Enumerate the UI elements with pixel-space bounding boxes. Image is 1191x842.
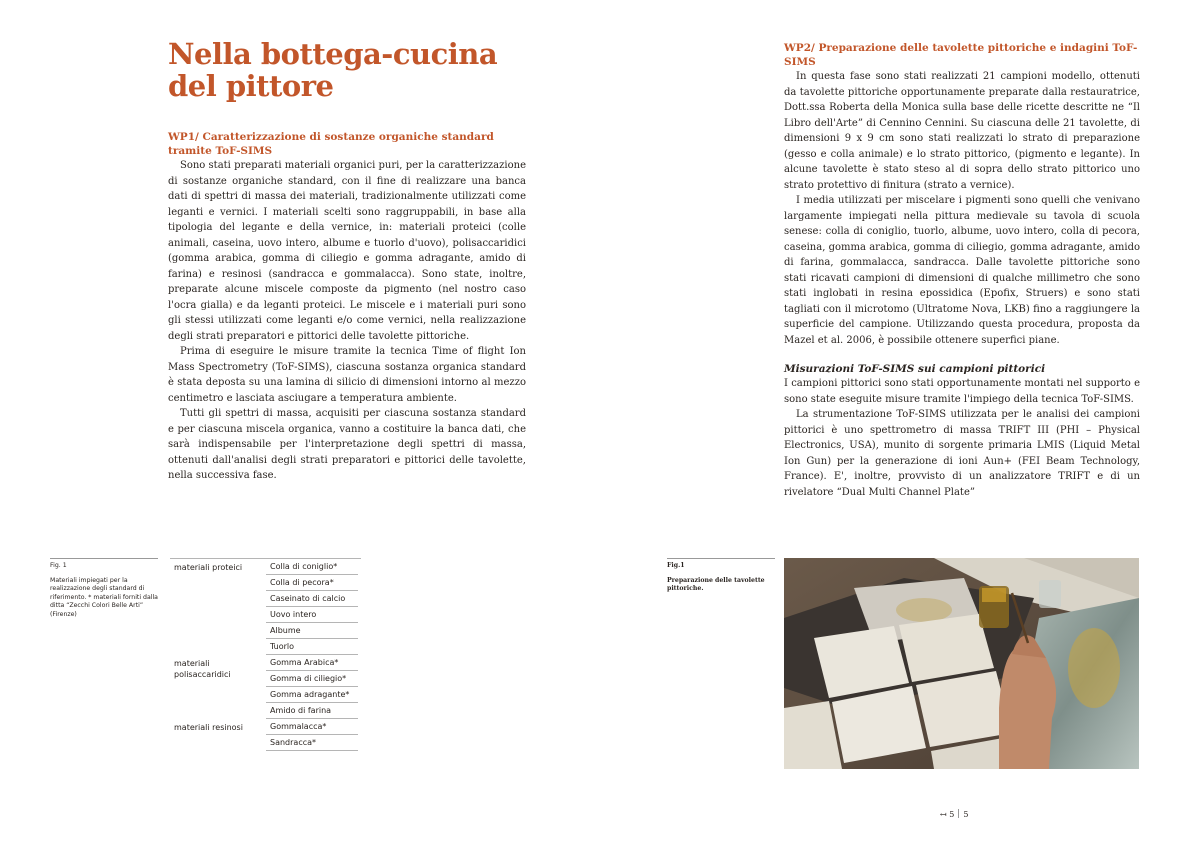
category-cell: materiali resinosi xyxy=(174,722,243,732)
item-cell: Tuorlo xyxy=(266,639,358,655)
page-number-right: 5 xyxy=(963,810,969,819)
page-number xyxy=(940,809,968,819)
page-number-left: ↤ 5 xyxy=(940,810,955,819)
wp2-paragraph-2: I media utilizzati per miscelare i pigmenti sono quelli che venivano largamente impiegati nella pittura medievale su tavola di scuola senese: colla di coniglio, tuorlo, albume, uovo intero, colla di pecora, caseina, gomma arabica, gomma di ciliegio, gomma adragante, amido di farina, gommalacca, sandracca. Dalle tavolette pittoriche sono stati ricavati campioni di dimensioni di qualche millimetro che sono stati inglobati in resina epossidica (Epofix, Struers) e sono stati tagliati con il microtomo (Ultratome Nova, LKB) fino a raggiungere la superficie del campione. Utilizzando questa procedura, proposta da Mazel et al. 2006, è possibile ottenere superfici piane. xyxy=(784,195,1140,346)
table-row xyxy=(170,559,358,575)
category-cell: materiali polisaccaridici xyxy=(174,658,231,679)
figure-1-number: Fig. 1 xyxy=(50,562,67,569)
wp1-heading-line-1: WP1/ Caratterizzazione di sostanze organiche standard xyxy=(168,131,494,143)
figure-1-description: Materiali impiegati per la realizzazione degli standard di riferimento. * materiali forniti dalla ditta “Zecchi Colori Belle Arti” (Firenze) xyxy=(50,576,158,618)
wp1-heading-line-2: tramite ToF-SIMS xyxy=(168,145,273,157)
item-cell: Colla di coniglio* xyxy=(266,559,358,575)
item-cell: Uovo intero xyxy=(266,607,358,623)
wp1-paragraph-3: Tutti gli spettri di massa, acquisiti per ciascuna sostanza standard e per ciascuna miscela organica, vanno a costituire la banca dati, che sarà indispensabile per l'interpretazione degli spettri di massa, ottenuti dall'analisi degli strati preparatori e pittorici delle tavolette, nella successiva fase. xyxy=(168,408,526,481)
wp1-paragraph-2: Prima di eseguire le misure tramite la tecnica Time of flight Ion Mass Spectrometry (ToF-SIMS), ciascuna sostanza organica standard è stata deposta su una lamina di silicio di dimensioni intorno al mezzo centimetro e lasciata asciugare a temperatura ambiente. xyxy=(168,346,526,404)
figure-2-description: Preparazione delle tavolette pittoriche. xyxy=(667,576,765,593)
page-number-separator xyxy=(958,809,959,818)
title-line-1: Nella bottega-cucina xyxy=(168,37,498,71)
right-column xyxy=(784,41,1140,500)
page-title xyxy=(168,38,508,102)
item-cell: Caseinato di calcio xyxy=(266,591,358,607)
item-cell: Amido di farina xyxy=(266,703,358,719)
item-cell: Gomma di ciliegio* xyxy=(266,671,358,687)
figure-1-caption xyxy=(50,558,158,620)
item-cell: Gomma Arabica* xyxy=(266,655,358,671)
left-column xyxy=(168,130,526,484)
materials-table xyxy=(170,558,361,751)
wp2-paragraph-4: La strumentazione ToF-SIMS utilizzata per le analisi dei campioni pittorici è uno spettrometro di massa TRIFT III (PHI – Physical Electronics, USA), munito di sorgente primaria LMIS (Liquid Metal Ion Gun) per la generazione di ioni Aun+ (FEI Beam Technology, France). E', inoltre, provvisto di un analizzatore TRIFT e di un rivelatore “Dual Multi Channel Plate” xyxy=(784,409,1140,498)
tof-sims-subheading: Misurazioni ToF-SIMS sui campioni pittorici xyxy=(784,363,1046,375)
item-cell: Colla di pecora* xyxy=(266,575,358,591)
wp2-heading: WP2/ Preparazione delle tavolette pittoriche e indagini ToF-SIMS xyxy=(784,42,1138,68)
item-cell: Gommalacca* xyxy=(266,719,358,735)
wp1-heading xyxy=(168,130,526,158)
wp2-paragraph-1: In questa fase sono stati realizzati 21 campioni modello, ottenuti da tavolette pittoriche opportunamente preparate dalla restauratrice, Dott.ssa Roberta della Monica sulla base delle ricette descritte ne “Il Libro dell'Arte” di Cennino Cennini. Su ciascuna delle 21 tavolette, di dimensioni 9 x 9 cm sono stati realizzati lo strato di preparazione (gesso e colla animale) e lo strato pittorico, (pigmento e legante). In alcune tavolette è stato steso al di sopra dello strato pittorico uno strato protettivo di finitura (strato a vernice). xyxy=(784,71,1140,191)
item-cell: Gomma adragante* xyxy=(266,687,358,703)
title-line-2: del pittore xyxy=(168,69,334,103)
item-cell: Albume xyxy=(266,623,358,639)
figure-2-caption xyxy=(667,558,775,594)
photo-illustration xyxy=(784,558,1139,769)
item-cell: Sandracca* xyxy=(266,735,358,751)
table-row xyxy=(170,719,358,735)
wp2-paragraph-3: I campioni pittorici sono stati opportunamente montati nel supporto e sono state eseguite misure tramite l'impiego della tecnica ToF-SIMS. xyxy=(784,378,1140,405)
figure-2-number: Fig.1 xyxy=(667,562,685,569)
wp1-paragraph-1: Sono stati preparati materiali organici puri, per la caratterizzazione di sostanze organiche standard, con il fine di realizzare una banca dati di spettri di massa dei materiali, tradizionalmente utilizzati come leganti e vernici. I materiali scelti sono raggruppabili, in base alla tipologia del legante e della vernice, in: materiali proteici (colle animali, caseina, uovo intero, albume e tuorlo d'uovo), polisaccaridici (gomma arabica, gomma di ciliegio e gomma adragante, amido di farina) e resinosi (sandracca e gommalacca). Sono state, inoltre, preparate alcune miscele composte da pigmento (nel nostro caso l'ocra gialla) e da leganti proteici. Le miscele e i materiali puri sono gli stessi utilizzati come leganti e/o come vernici, nella realizzazione degli strati preparatori e pittorici delle tavolette pittoriche. xyxy=(168,160,526,342)
painting-tablets-photo xyxy=(784,558,1139,769)
category-cell: materiali proteici xyxy=(174,563,243,572)
table-row xyxy=(170,655,358,671)
